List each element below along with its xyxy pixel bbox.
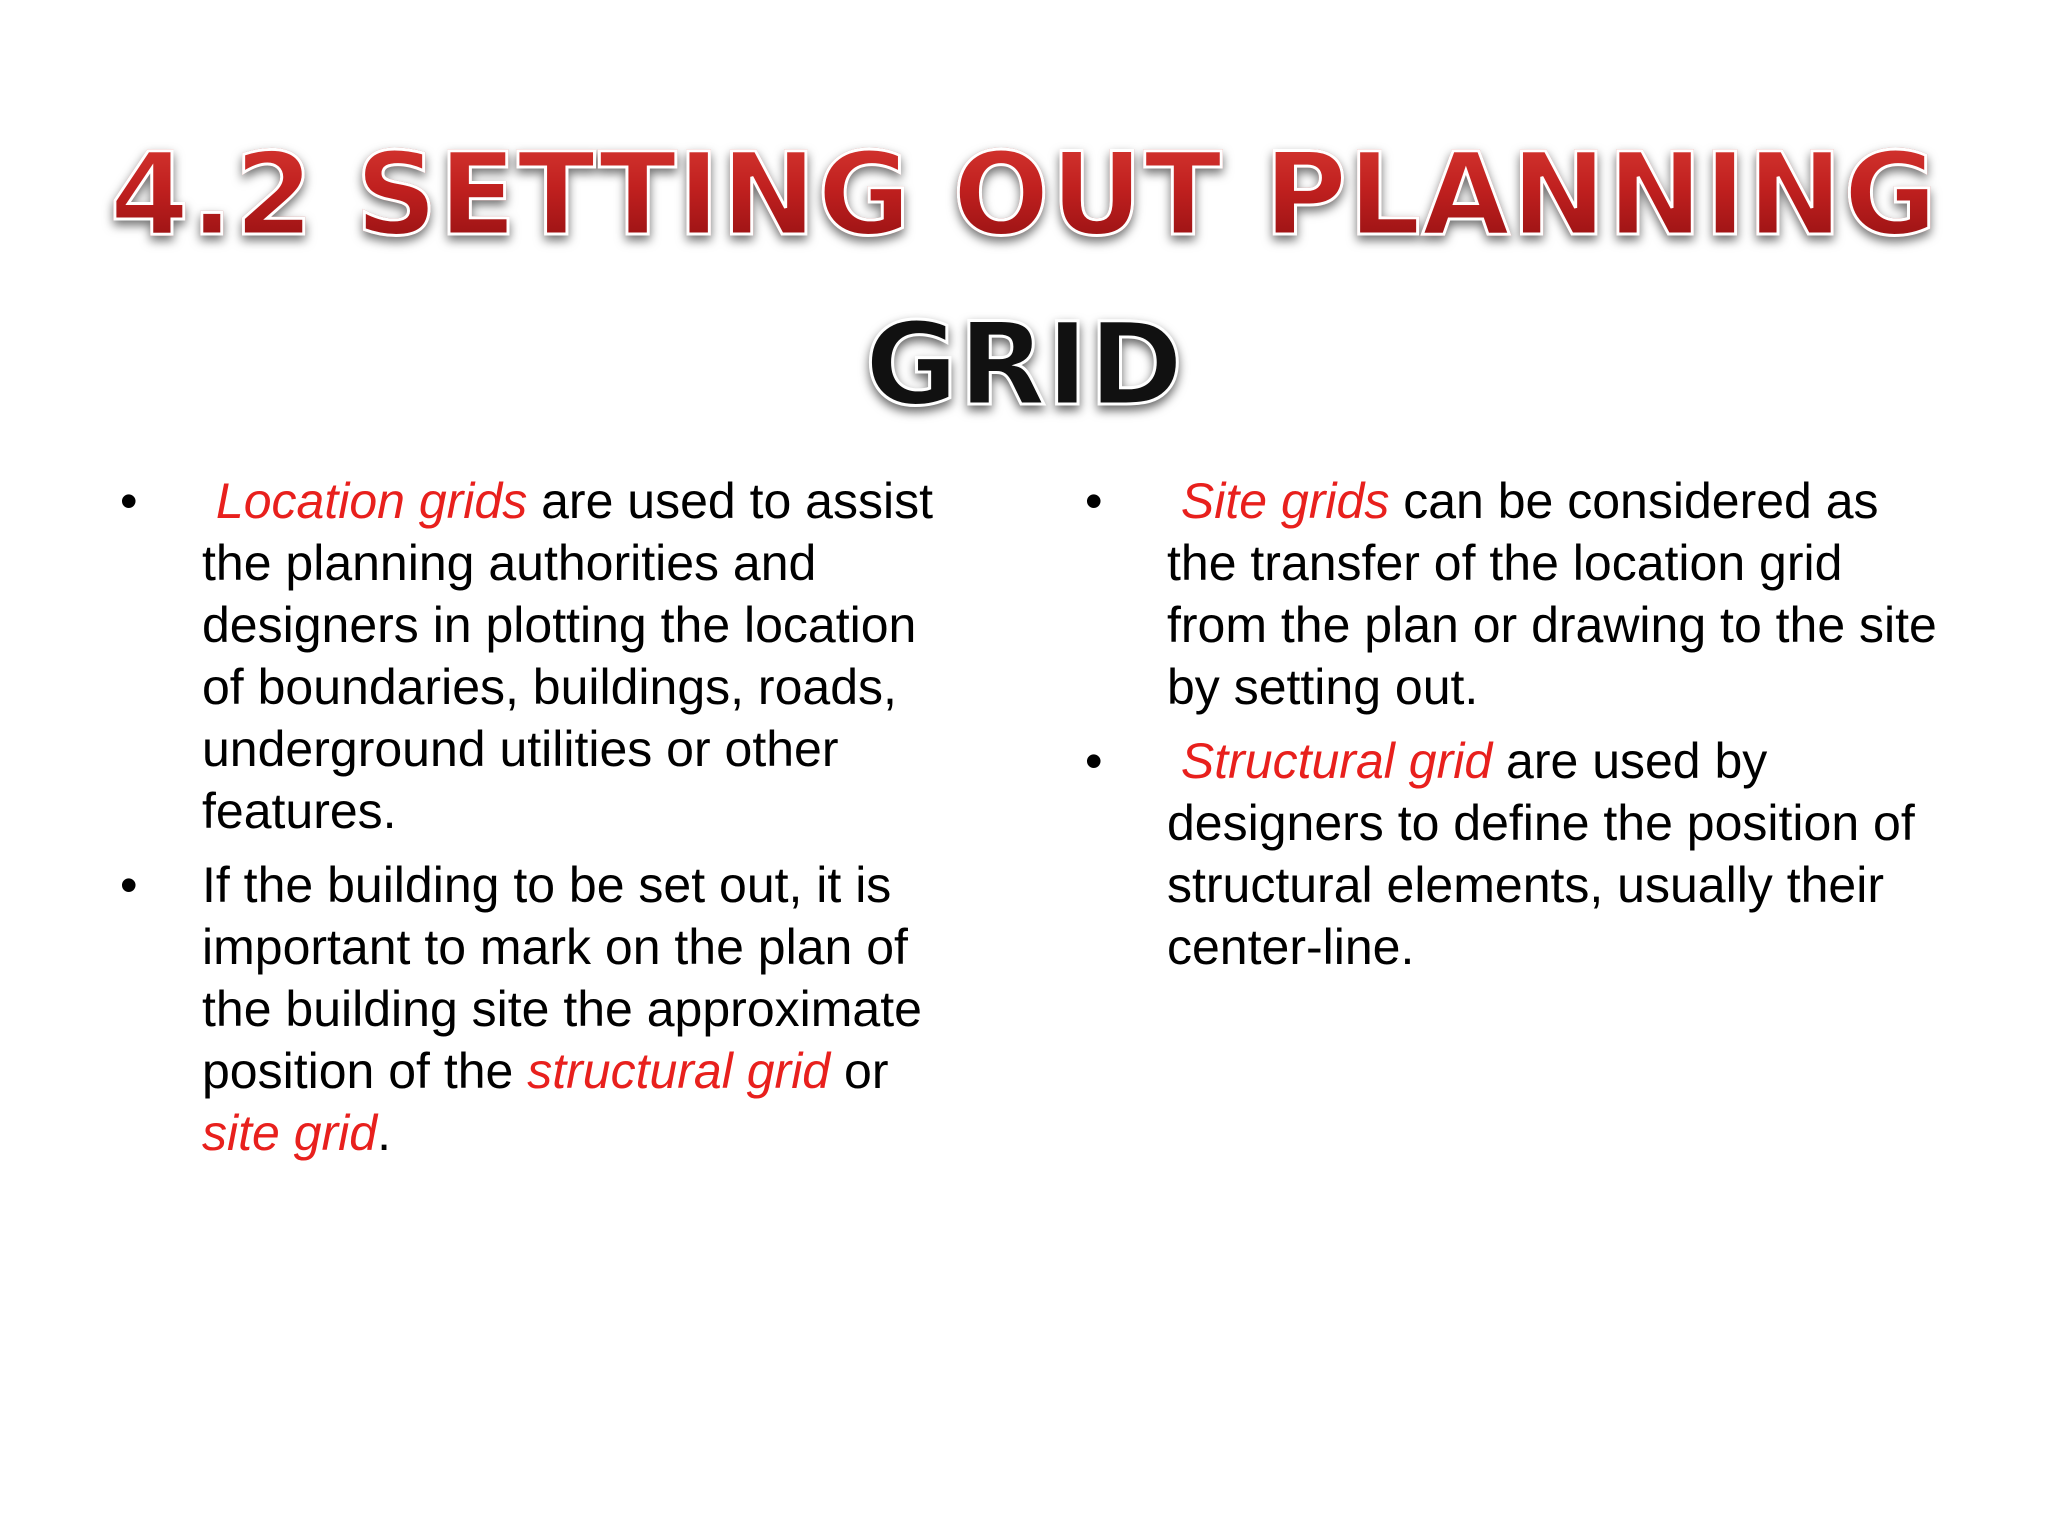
left-column [120, 470, 940, 1176]
term-site-grid: site grid [202, 1105, 378, 1161]
term-structural-grid: Structural grid [1180, 733, 1493, 789]
bullet-structural-grid [1085, 730, 1945, 978]
bullet-text: If the building to be set out, it is important to mark on the plan of the building site the approximate position of the [202, 857, 922, 1099]
bullet-building-set-out [120, 854, 940, 1164]
bullet-dot-icon: • [120, 473, 138, 529]
term-site-grids: Site grids [1180, 473, 1390, 529]
slide-title-line-1: 4.2 SETTING OUT PLANNING [0, 130, 2048, 260]
bullet-site-grids [1085, 470, 1945, 718]
bullet-text: . [377, 1105, 391, 1161]
bullet-dot-icon: • [1085, 733, 1103, 789]
term-structural-grid: structural grid [527, 1043, 831, 1099]
right-column [1085, 470, 1945, 990]
bullet-text: are used by designers to define the position of structural elements, usually their center-line. [1167, 733, 1915, 975]
bullet-location-grids [120, 470, 940, 842]
bullet-dot-icon: • [120, 857, 138, 913]
slide-title-line-2: GRID [864, 298, 1184, 431]
bullet-text: can be considered as the transfer of the location grid from the plan or drawing to the site by setting out. [1167, 473, 1937, 715]
bullet-text: are used to assist the planning authorities and designers in plotting the location of boundaries, buildings, roads, underground utilities or other features. [202, 473, 933, 839]
bullet-dot-icon: • [1085, 473, 1103, 529]
bullet-text: or [830, 1043, 889, 1099]
term-location-grids: Location grids [215, 473, 528, 529]
